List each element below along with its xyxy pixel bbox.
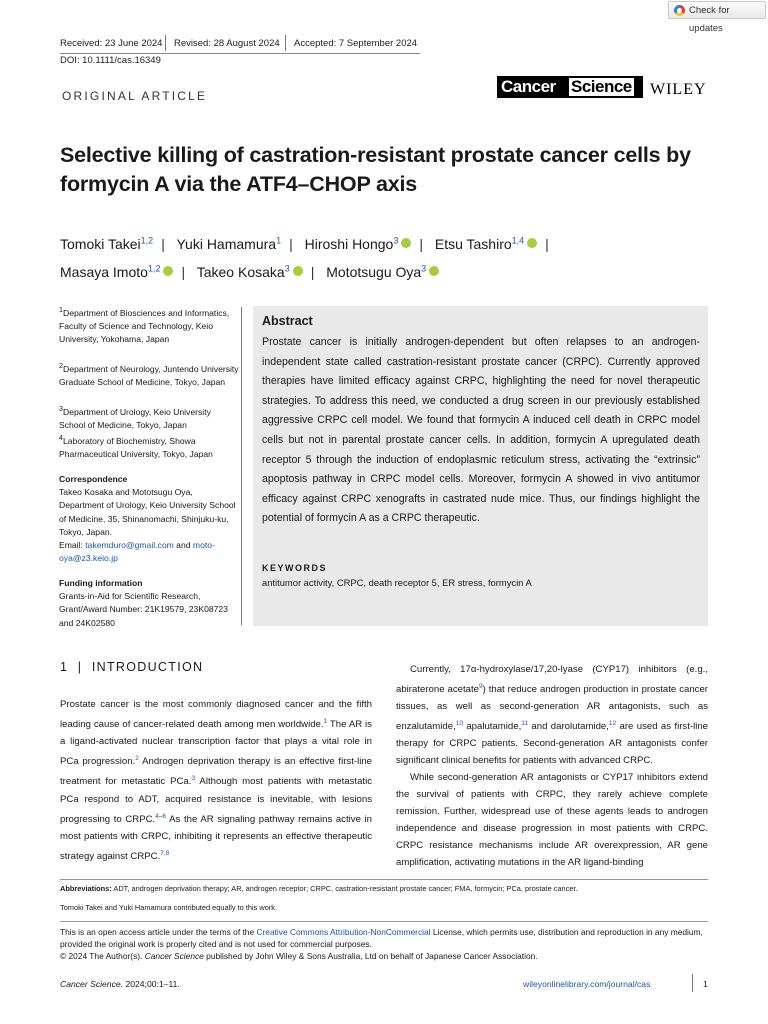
correspondence: Correspondence Takeo Kosaka and Mototsugu Oya, Department of Urology, Keio University School of Medicine, 35, Shinanomachi, Shinjuku-ku, Tokyo, Japan. Email: takemduro@gmail.com and moto-oya@z3.keio.jp <box>59 474 236 564</box>
email-link[interactable]: takemduro@gmail.com <box>85 540 174 551</box>
citation-link[interactable]: 11 <box>521 720 529 728</box>
orcid-icon[interactable] <box>163 266 173 276</box>
affiliation: $^2$Department of Neurology, Juntendo University Graduate School of Medicine, Tokyo, Japan <box>59 362 239 388</box>
orcid-icon[interactable] <box>293 266 303 276</box>
article-title: Selective killing of castration-resistant prostate cancer cells by formycin A via the ATF4–CHOP axis <box>60 143 691 196</box>
abstract-text: Prostate cancer is initially androgen-dependent but often relapses to an androgen-independent state called castration-resistant prostate cancer (CRPC). Currently approved therapies have limited efficacy against CRPC, highlighting the need for novel therapeutic strategies. To address this need, we conducted a drug screen in our previously established aggressive CRPC cell model. We found that formycin A induced cell death in CRPC model cells but not in parental prostate cancer cells. In addition, formycin A upregulated death receptor 5 through the induction of endoplasmic reticulum stress, activating the “extrinsic” apoptosis pathway in CRPC model cells. Moreover, formycin A showed in vivo antitumor efficacy against CRPC xenografts in castrated nude mice. Thus, our findings highlight the potential of formycin A as a CRPC therapeutic. <box>262 336 700 525</box>
author[interactable]: Etsu Tashiro$^{1,4}$ <box>435 236 537 252</box>
affiliation: $^1$Department of Biosciences and Informatics, Faculty of Science and Technology, Keio University, Yokohama, Japan <box>59 306 230 345</box>
journal-logo-science: Science <box>571 77 632 96</box>
paragraph: Currently, 17α-hydroxylase/17,20-lyase (CYP17) inhibitors (e.g., abiraterone acetate$^9$) that reduce androgen production in prostate cancer tissues, as well as second-generation AR antagonists, such as enzalutamide,$^{10}$ apalutamide,$^{11}$ and darolutamide,$^{12}$ are used as first-line therapy for CRPC patients. Second-generation AR antagonists confer significant clinical benefits for patients with advanced CRPC. <box>396 664 708 767</box>
funding: Funding information Grants-in-Aid for Scientific Research, Grant/Award Number: 21K19579, 23K08723 and 24K02580 <box>59 578 228 628</box>
journal-logo <box>497 76 643 98</box>
crossmark-icon <box>674 5 685 16</box>
section-heading: 1 | INTRODUCTION <box>60 660 204 674</box>
citation-link[interactable]: 1 <box>323 718 328 725</box>
orcid-icon[interactable] <box>401 238 411 248</box>
revised-date: Revised: 28 August 2024 <box>174 38 280 49</box>
doi[interactable]: DOI: 10.1111/cas.16349 <box>60 55 161 66</box>
abstract-heading: Abstract <box>262 314 313 328</box>
footnote-rule <box>60 879 708 880</box>
author[interactable]: Tomoki Takei$^{1,2}$ <box>60 235 154 252</box>
author[interactable]: Yuki Hamamura$^1$ <box>176 235 282 252</box>
footnote-rule <box>60 921 708 922</box>
paragraph: While second-generation AR antagonists or CYP17 inhibitors extend the survival of patients with CRPC, they rarely achieve complete remission. Further, widespread use of these agents leads to androgen independence and disease progression in most patients with CRPC. CRPC resistance mechanisms include AR overexpression, AR gene amplification, activating mutations in the AR ligand-binding <box>396 772 708 869</box>
affiliation: $^4$Laboratory of Biochemistry, Showa Pharmaceutical University, Tokyo, Japan <box>59 434 213 460</box>
author[interactable]: Takeo Kosaka$^3$ <box>197 264 303 280</box>
column-divider <box>241 307 242 625</box>
license-text: This is an open access article under the terms of the Creative Commons Attribution-NonCommercial License, which permits use, distribution and reproduction in any medium, provided the original work is properly cited and is not used for commercial purposes. © 2024 The Author(s). Cancer Science published by John Wiley & Sons Australia, Ltd on behalf of Japanese Cancer Association. <box>60 927 703 961</box>
email-link[interactable]: moto-oya@z3.keio.jp <box>59 540 215 564</box>
equal-contribution-note: Tomoki Takei and Yuki Hamamura contributed equally to this work. <box>60 903 278 912</box>
journal-url[interactable]: wileyonlinelibrary.com/journal/cas <box>523 979 651 989</box>
received-date: Received: 23 June 2024 <box>60 38 163 49</box>
rule <box>60 53 420 54</box>
body-text-right <box>396 661 708 871</box>
orcid-icon[interactable] <box>527 238 537 248</box>
citation-link[interactable]: 7,8 <box>160 849 170 857</box>
body-text-left: Prostate cancer is the most commonly diagnosed cancer and the fifth leading cause of cancer-related death among men worldwide.$^1$ The AR is a ligand-activated nuclear transcription factor that plays a vital role in PCa progression.$^2$ Androgen deprivation therapy is an effective first-line treatment for metastatic PCa.$^3$ Although most patients with metastatic PCa respond to ADT, acquired resistance is inevitable, with lesions progressing to CRPC.$^{4-6}$ As the AR signaling pathway remains active in most patients with CRPC, inhibiting it represents an effective therapeutic strategy against CRPC.$^{7,8}$ <box>60 699 373 862</box>
affiliation: $^3$Department of Urology, Keio University School of Medicine, Tokyo, Japan <box>59 405 211 431</box>
citation: Cancer Science. 2024;00:1–11. <box>60 979 180 989</box>
citation-link[interactable]: 12 <box>608 720 617 728</box>
journal-logo-science-box <box>569 78 634 96</box>
citation-link[interactable]: 4–6 <box>155 812 167 820</box>
orcid-icon[interactable] <box>429 266 439 276</box>
check-for-updates-button[interactable] <box>668 1 766 34</box>
author[interactable]: Mototsugu Oya$^3$ <box>326 264 439 280</box>
citation-link[interactable]: 10 <box>455 720 463 728</box>
publisher-logo: WILEY <box>650 81 707 98</box>
author-list: Tomoki Takei$^{1,2}$ | Yuki Hamamura$^1$ | Hiroshi Hongo$^3$ | Etsu Tashiro$^{1,4}$ | Masaya Imoto$^{1,2}$ | Takeo Kosaka$^3$ | Mototsugu Oya$^3$ <box>60 235 549 281</box>
keywords: antitumor activity, CRPC, death receptor 5, ER stress, formycin A <box>262 577 532 588</box>
divider <box>692 974 693 992</box>
divider <box>285 35 286 51</box>
abbreviations: Abbreviations: ADT, androgen deprivation therapy; AR, androgen receptor; CRPC, castration-resistant prostate cancer; FMA, formycin; PCa, prostate cancer. <box>60 884 578 893</box>
author[interactable]: Hiroshi Hongo$^3$ <box>305 236 412 252</box>
accepted-date: Accepted: 7 September 2024 <box>294 38 418 49</box>
citation-link[interactable]: 3 <box>191 775 196 783</box>
divider <box>165 35 166 51</box>
license-link[interactable]: Creative Commons Attribution-NonCommercial <box>256 927 431 937</box>
journal-logo-cancer: Cancer <box>501 77 556 96</box>
check-for-updates-label: Check for updates <box>689 5 730 34</box>
page-number: 1 <box>703 979 708 989</box>
author[interactable]: Masaya Imoto$^{1,2}$ <box>60 264 173 280</box>
keywords-heading: KEYWORDS <box>262 563 328 573</box>
citation-link[interactable]: 9 <box>478 683 483 690</box>
article-type: ORIGINAL ARTICLE <box>62 89 208 103</box>
citation-link[interactable]: 2 <box>135 755 139 763</box>
